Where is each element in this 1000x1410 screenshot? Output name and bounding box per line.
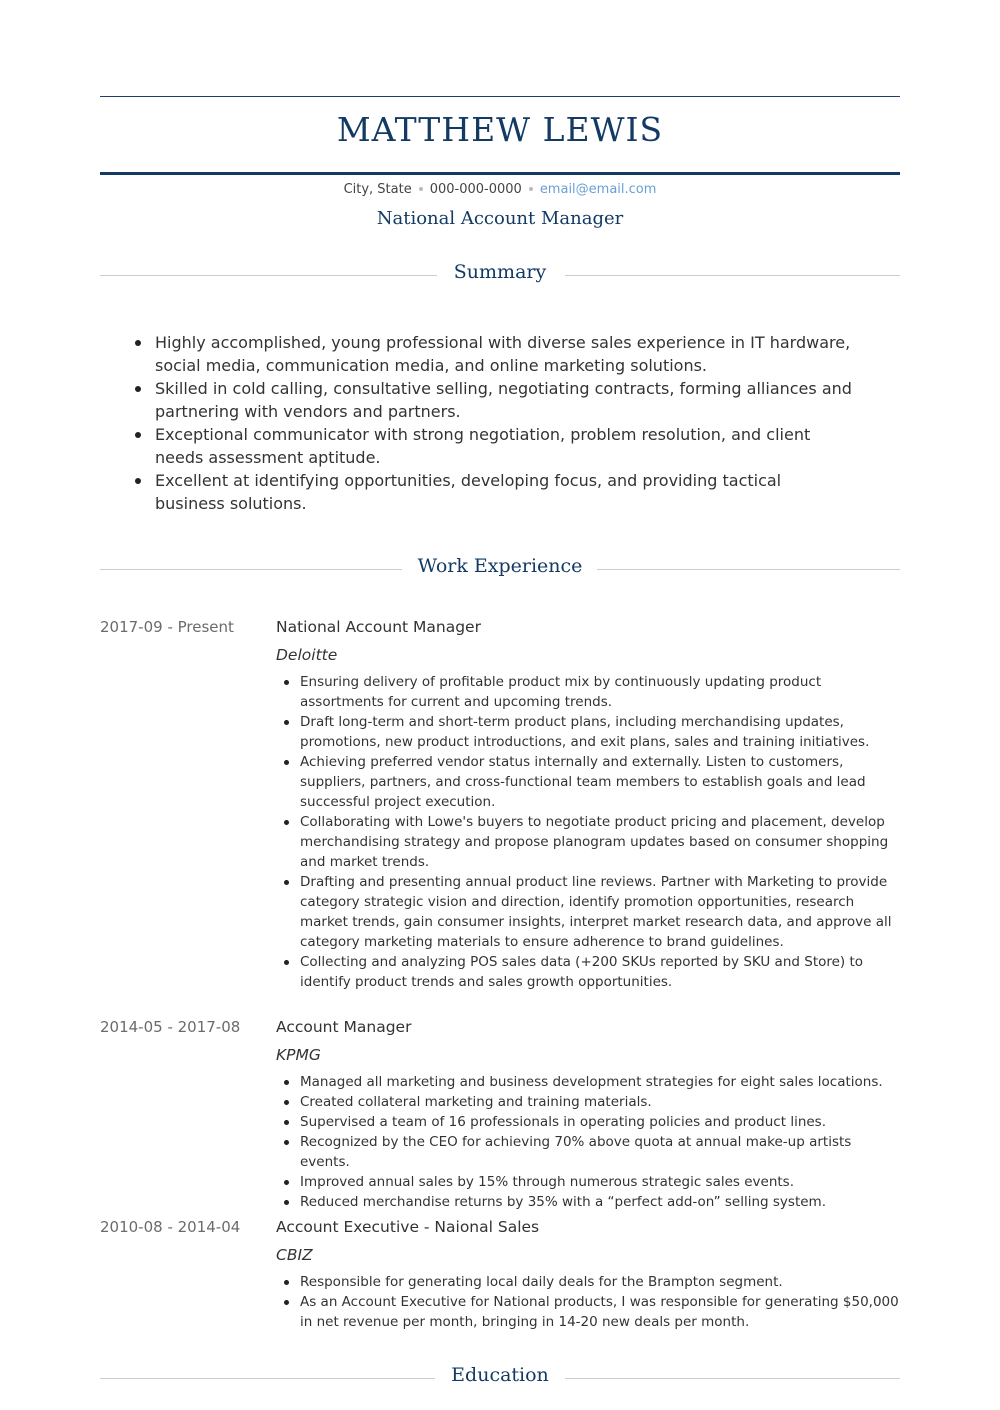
job-company: Deloitte bbox=[276, 646, 338, 664]
section-title: Education bbox=[451, 1364, 549, 1386]
job-company: KPMG bbox=[276, 1046, 321, 1064]
summary-item: Skilled in cold calling, consultative selling, negotiating contracts, forming alliances and partnering with vendors and partners. bbox=[135, 377, 855, 423]
email-link[interactable]: email@email.com bbox=[539, 182, 657, 197]
job-bullet: Managed all marketing and business development strategies for eight sales locations. bbox=[282, 1072, 902, 1092]
summary-item: Exceptional communicator with strong negotiation, problem resolution, and client needs assessment aptitude. bbox=[135, 423, 855, 469]
job-bullet: Achieving preferred vendor status internally and externally. Listen to customers, suppliers, partners, and cross-functional team members to establish goals and lead successful project execution. bbox=[282, 752, 902, 812]
job-date: 2014-05 - 2017-08 bbox=[100, 1018, 241, 1036]
job-bullet: Collaborating with Lowe's buyers to negotiate product pricing and placement, develop merchandising strategy and propose planogram updates based on consumer shopping and market trends. bbox=[282, 812, 902, 872]
work-section-header bbox=[100, 555, 900, 585]
job-bullet: Recognized by the CEO for achieving 70% above quota at annual make-up artists events. bbox=[282, 1132, 902, 1172]
job-company: CBIZ bbox=[276, 1246, 313, 1264]
header-top-rule bbox=[100, 96, 900, 97]
job-bullet: Created collateral marketing and training materials. bbox=[282, 1092, 902, 1112]
job-bullets bbox=[282, 672, 902, 992]
job-bullets bbox=[282, 1272, 902, 1332]
job-title: National Account Manager bbox=[276, 618, 481, 636]
job-bullet: Collecting and analyzing POS sales data (+200 SKUs reported by SKU and Store) to identify product trends and sales growth opportunities. bbox=[282, 952, 902, 992]
header-divider bbox=[100, 172, 900, 175]
job-bullet: As an Account Executive for National products, I was responsible for generating $50,000 in net revenue per month, bringing in 14-20 new deals per month. bbox=[282, 1292, 902, 1332]
job-date: 2010-08 - 2014-04 bbox=[100, 1218, 241, 1236]
separator-dot-icon bbox=[419, 187, 423, 191]
phone-text: 000-000-0000 bbox=[429, 182, 522, 197]
section-title: Summary bbox=[453, 261, 547, 283]
contact-line bbox=[100, 182, 900, 197]
job-bullet: Improved annual sales by 15% through numerous strategic sales events. bbox=[282, 1172, 902, 1192]
separator-dot-icon bbox=[529, 187, 533, 191]
summary-item: Excellent at identifying opportunities, developing focus, and providing tactical business solutions. bbox=[135, 469, 855, 515]
job-bullet: Responsible for generating local daily deals for the Brampton segment. bbox=[282, 1272, 902, 1292]
job-bullet: Supervised a team of 16 professionals in operating policies and product lines. bbox=[282, 1112, 902, 1132]
job-bullets bbox=[282, 1072, 902, 1212]
job-date: 2017-09 - Present bbox=[100, 618, 234, 636]
summary-section-header bbox=[100, 261, 900, 291]
location-text: City, State bbox=[343, 182, 412, 197]
headline-title: National Account Manager bbox=[376, 208, 624, 229]
job-bullet: Drafting and presenting annual product line reviews. Partner with Marketing to provide category strategic vision and direction, identify promotion opportunities, research market trends, gain consumer insights, interpret market research data, and approve all category marketing materials to ensure adherence to brand guidelines. bbox=[282, 872, 902, 952]
job-title: Account Executive - Naional Sales bbox=[276, 1218, 540, 1236]
job-bullet: Ensuring delivery of profitable product mix by continuously updating product assortments for current and upcoming trends. bbox=[282, 672, 902, 712]
job-bullet: Draft long-term and short-term product plans, including merchandising updates, promotions, new product introductions, and exit plans, sales and training initiatives. bbox=[282, 712, 902, 752]
education-section-header bbox=[100, 1364, 900, 1394]
job-title: Account Manager bbox=[276, 1018, 412, 1036]
candidate-name: MATTHEW LEWIS bbox=[336, 110, 664, 149]
summary-item: Highly accomplished, young professional with diverse sales experience in IT hardware, social media, communication media, and online marketing solutions. bbox=[135, 331, 855, 377]
summary-list bbox=[135, 331, 855, 515]
section-title: Work Experience bbox=[417, 555, 583, 577]
job-bullet: Reduced merchandise returns by 35% with a “perfect add-on” selling system. bbox=[282, 1192, 902, 1212]
